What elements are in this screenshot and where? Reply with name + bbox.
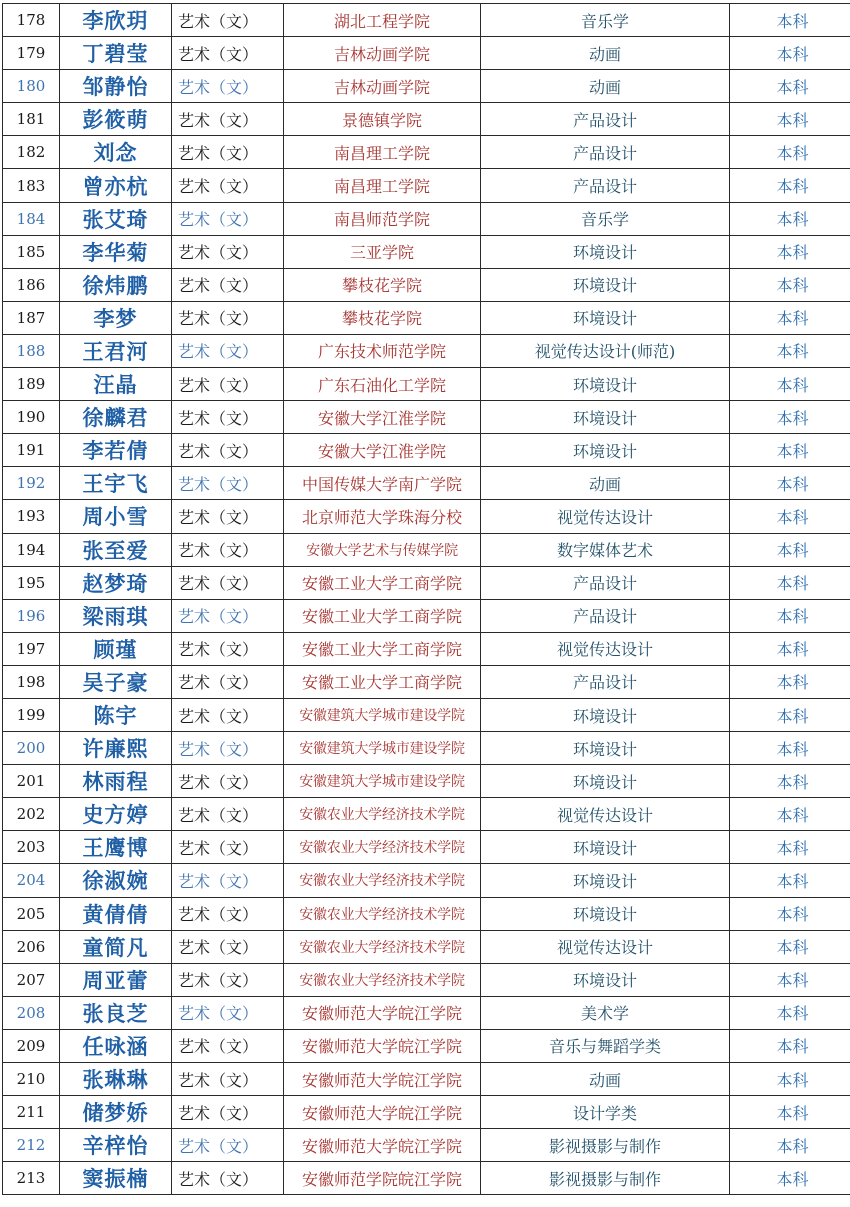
subject-category: 艺术（文）	[172, 1129, 284, 1162]
degree-level: 本科	[730, 37, 850, 70]
degree-level: 本科	[730, 136, 850, 169]
subject-category: 艺术（文）	[172, 632, 284, 665]
admitted-major: 视觉传达设计	[481, 930, 730, 963]
admitted-school: 安徽工业大学工商学院	[284, 665, 481, 698]
student-name: 吴子豪	[60, 665, 172, 698]
degree-level: 本科	[730, 235, 850, 268]
student-name: 赵梦琦	[60, 566, 172, 599]
admitted-school: 南昌师范学院	[284, 202, 481, 235]
admitted-school: 安徽农业大学经济技术学院	[284, 864, 481, 897]
table-row	[3, 765, 850, 798]
admitted-major: 动画	[481, 70, 730, 103]
table-row	[3, 963, 850, 996]
table-row	[3, 301, 850, 334]
subject-category: 艺术（文）	[172, 103, 284, 136]
table-row	[3, 136, 850, 169]
admitted-major: 数字媒体艺术	[481, 533, 730, 566]
subject-category: 艺术（文）	[172, 1162, 284, 1195]
degree-level: 本科	[730, 996, 850, 1029]
subject-category: 艺术（文）	[172, 930, 284, 963]
degree-level: 本科	[730, 301, 850, 334]
row-number: 178	[3, 4, 60, 37]
row-number: 181	[3, 103, 60, 136]
admitted-major: 环境设计	[481, 765, 730, 798]
table-row	[3, 268, 850, 301]
admitted-major: 视觉传达设计	[481, 798, 730, 831]
degree-level: 本科	[730, 963, 850, 996]
admitted-school: 北京师范大学珠海分校	[284, 500, 481, 533]
subject-category: 艺术（文）	[172, 434, 284, 467]
row-number: 193	[3, 500, 60, 533]
row-number: 186	[3, 268, 60, 301]
subject-category: 艺术（文）	[172, 136, 284, 169]
degree-level: 本科	[730, 434, 850, 467]
degree-level: 本科	[730, 467, 850, 500]
admitted-major: 动画	[481, 37, 730, 70]
admitted-school: 安徽师范大学皖江学院	[284, 1129, 481, 1162]
admitted-major: 环境设计	[481, 368, 730, 401]
row-number: 189	[3, 368, 60, 401]
student-name: 张琳琳	[60, 1063, 172, 1096]
admitted-school: 安徽师范大学皖江学院	[284, 996, 481, 1029]
student-name: 丁碧莹	[60, 37, 172, 70]
table-row	[3, 698, 850, 731]
student-name: 黄倩倩	[60, 897, 172, 930]
student-name: 童简凡	[60, 930, 172, 963]
row-number: 196	[3, 599, 60, 632]
table-row	[3, 434, 850, 467]
degree-level: 本科	[730, 897, 850, 930]
admitted-major: 视觉传达设计	[481, 500, 730, 533]
admitted-major: 环境设计	[481, 732, 730, 765]
table-row	[3, 401, 850, 434]
admitted-school: 广东技术师范学院	[284, 334, 481, 367]
subject-category: 艺术（文）	[172, 368, 284, 401]
student-name: 窦振楠	[60, 1162, 172, 1195]
degree-level: 本科	[730, 930, 850, 963]
student-name: 储梦娇	[60, 1096, 172, 1129]
subject-category: 艺术（文）	[172, 897, 284, 930]
row-number: 179	[3, 37, 60, 70]
table-row	[3, 632, 850, 665]
student-name: 邹静怡	[60, 70, 172, 103]
admitted-school: 安徽大学江淮学院	[284, 434, 481, 467]
table-row	[3, 368, 850, 401]
row-number: 207	[3, 963, 60, 996]
subject-category: 艺术（文）	[172, 864, 284, 897]
row-number: 209	[3, 1029, 60, 1062]
degree-level: 本科	[730, 103, 850, 136]
subject-category: 艺术（文）	[172, 963, 284, 996]
row-number: 212	[3, 1129, 60, 1162]
admitted-school: 安徽师范大学皖江学院	[284, 1096, 481, 1129]
admitted-school: 南昌理工学院	[284, 169, 481, 202]
admission-table	[2, 3, 850, 1195]
subject-category: 艺术（文）	[172, 70, 284, 103]
admitted-school: 安徽建筑大学城市建设学院	[284, 765, 481, 798]
student-name: 张至爱	[60, 533, 172, 566]
table-row	[3, 1096, 850, 1129]
admitted-major: 美术学	[481, 996, 730, 1029]
degree-level: 本科	[730, 765, 850, 798]
admitted-major: 环境设计	[481, 268, 730, 301]
subject-category: 艺术（文）	[172, 202, 284, 235]
row-number: 208	[3, 996, 60, 1029]
table-row	[3, 103, 850, 136]
admitted-major: 产品设计	[481, 136, 730, 169]
table-row	[3, 1129, 850, 1162]
student-name: 李梦	[60, 301, 172, 334]
admitted-major: 影视摄影与制作	[481, 1162, 730, 1195]
subject-category: 艺术（文）	[172, 401, 284, 434]
admitted-school: 安徽农业大学经济技术学院	[284, 963, 481, 996]
row-number: 198	[3, 665, 60, 698]
table-row	[3, 566, 850, 599]
admitted-major: 环境设计	[481, 401, 730, 434]
degree-level: 本科	[730, 831, 850, 864]
subject-category: 艺术（文）	[172, 235, 284, 268]
subject-category: 艺术（文）	[172, 665, 284, 698]
subject-category: 艺术（文）	[172, 566, 284, 599]
student-name: 徐淑婉	[60, 864, 172, 897]
admitted-school: 广东石油化工学院	[284, 368, 481, 401]
admitted-major: 环境设计	[481, 434, 730, 467]
subject-category: 艺术（文）	[172, 831, 284, 864]
admitted-major: 音乐学	[481, 202, 730, 235]
row-number: 199	[3, 698, 60, 731]
table-row	[3, 897, 850, 930]
admitted-school: 安徽工业大学工商学院	[284, 599, 481, 632]
subject-category: 艺术（文）	[172, 4, 284, 37]
student-name: 周亚蕾	[60, 963, 172, 996]
degree-level: 本科	[730, 698, 850, 731]
row-number: 201	[3, 765, 60, 798]
subject-category: 艺术（文）	[172, 599, 284, 632]
degree-level: 本科	[730, 1162, 850, 1195]
table-row	[3, 831, 850, 864]
admitted-major: 视觉传达设计(师范)	[481, 334, 730, 367]
row-number: 200	[3, 732, 60, 765]
student-name: 许廉熙	[60, 732, 172, 765]
admitted-school: 攀枝花学院	[284, 268, 481, 301]
table-row	[3, 533, 850, 566]
table-row	[3, 798, 850, 831]
student-name: 辛梓怡	[60, 1129, 172, 1162]
table-row	[3, 1162, 850, 1195]
degree-level: 本科	[730, 169, 850, 202]
admitted-major: 产品设计	[481, 599, 730, 632]
student-name: 王君河	[60, 334, 172, 367]
student-name: 王鹰博	[60, 831, 172, 864]
admitted-major: 影视摄影与制作	[481, 1129, 730, 1162]
student-name: 林雨程	[60, 765, 172, 798]
admitted-school: 安徽农业大学经济技术学院	[284, 897, 481, 930]
admitted-school: 湖北工程学院	[284, 4, 481, 37]
subject-category: 艺术（文）	[172, 1096, 284, 1129]
student-name: 梁雨琪	[60, 599, 172, 632]
degree-level: 本科	[730, 1129, 850, 1162]
table-row	[3, 70, 850, 103]
degree-level: 本科	[730, 1096, 850, 1129]
admitted-school: 中国传媒大学南广学院	[284, 467, 481, 500]
table-row	[3, 732, 850, 765]
subject-category: 艺术（文）	[172, 1029, 284, 1062]
row-number: 203	[3, 831, 60, 864]
subject-category: 艺术（文）	[172, 467, 284, 500]
degree-level: 本科	[730, 798, 850, 831]
row-number: 204	[3, 864, 60, 897]
row-number: 184	[3, 202, 60, 235]
table-row	[3, 1029, 850, 1062]
admitted-school: 南昌理工学院	[284, 136, 481, 169]
student-name: 汪晶	[60, 368, 172, 401]
degree-level: 本科	[730, 1029, 850, 1062]
subject-category: 艺术（文）	[172, 169, 284, 202]
student-name: 李欣玥	[60, 4, 172, 37]
subject-category: 艺术（文）	[172, 301, 284, 334]
student-name: 徐炜鹏	[60, 268, 172, 301]
admitted-major: 产品设计	[481, 665, 730, 698]
student-name: 王宇飞	[60, 467, 172, 500]
admitted-major: 产品设计	[481, 169, 730, 202]
degree-level: 本科	[730, 368, 850, 401]
row-number: 211	[3, 1096, 60, 1129]
admitted-school: 安徽师范学院皖江学院	[284, 1162, 481, 1195]
admitted-school: 景德镇学院	[284, 103, 481, 136]
table-row	[3, 169, 850, 202]
table-row	[3, 665, 850, 698]
table-row	[3, 334, 850, 367]
subject-category: 艺术（文）	[172, 698, 284, 731]
student-name: 李若倩	[60, 434, 172, 467]
degree-level: 本科	[730, 533, 850, 566]
row-number: 205	[3, 897, 60, 930]
admitted-school: 安徽工业大学工商学院	[284, 632, 481, 665]
admitted-major: 环境设计	[481, 698, 730, 731]
subject-category: 艺术（文）	[172, 334, 284, 367]
admitted-school: 安徽建筑大学城市建设学院	[284, 732, 481, 765]
table-row	[3, 37, 850, 70]
degree-level: 本科	[730, 632, 850, 665]
table-row	[3, 599, 850, 632]
admitted-major: 产品设计	[481, 566, 730, 599]
table-row	[3, 500, 850, 533]
row-number: 180	[3, 70, 60, 103]
student-name: 彭筱萌	[60, 103, 172, 136]
degree-level: 本科	[730, 864, 850, 897]
subject-category: 艺术（文）	[172, 1063, 284, 1096]
table-row	[3, 864, 850, 897]
student-name: 顾瑾	[60, 632, 172, 665]
admitted-major: 动画	[481, 1063, 730, 1096]
admitted-school: 吉林动画学院	[284, 70, 481, 103]
admitted-major: 动画	[481, 467, 730, 500]
admitted-school: 安徽大学江淮学院	[284, 401, 481, 434]
table-row	[3, 235, 850, 268]
admitted-major: 环境设计	[481, 963, 730, 996]
student-name: 张良芝	[60, 996, 172, 1029]
admitted-school: 安徽农业大学经济技术学院	[284, 930, 481, 963]
row-number: 188	[3, 334, 60, 367]
degree-level: 本科	[730, 401, 850, 434]
subject-category: 艺术（文）	[172, 765, 284, 798]
table-row	[3, 1063, 850, 1096]
row-number: 182	[3, 136, 60, 169]
row-number: 206	[3, 930, 60, 963]
subject-category: 艺术（文）	[172, 533, 284, 566]
row-number: 195	[3, 566, 60, 599]
subject-category: 艺术（文）	[172, 732, 284, 765]
admitted-school: 安徽工业大学工商学院	[284, 566, 481, 599]
admitted-major: 音乐学	[481, 4, 730, 37]
degree-level: 本科	[730, 4, 850, 37]
admitted-major: 产品设计	[481, 103, 730, 136]
admitted-major: 环境设计	[481, 301, 730, 334]
degree-level: 本科	[730, 732, 850, 765]
admission-table-body	[3, 4, 850, 1195]
admitted-school: 攀枝花学院	[284, 301, 481, 334]
degree-level: 本科	[730, 500, 850, 533]
table-row	[3, 467, 850, 500]
degree-level: 本科	[730, 70, 850, 103]
row-number: 197	[3, 632, 60, 665]
admitted-major: 环境设计	[481, 897, 730, 930]
degree-level: 本科	[730, 334, 850, 367]
subject-category: 艺术（文）	[172, 798, 284, 831]
degree-level: 本科	[730, 599, 850, 632]
row-number: 210	[3, 1063, 60, 1096]
admitted-major: 环境设计	[481, 831, 730, 864]
admitted-school: 安徽农业大学经济技术学院	[284, 831, 481, 864]
admitted-major: 音乐与舞蹈学类	[481, 1029, 730, 1062]
admitted-school: 安徽建筑大学城市建设学院	[284, 698, 481, 731]
student-name: 史方婷	[60, 798, 172, 831]
row-number: 192	[3, 467, 60, 500]
student-name: 徐麟君	[60, 401, 172, 434]
table-row	[3, 930, 850, 963]
admitted-school: 安徽师范大学皖江学院	[284, 1029, 481, 1062]
admitted-major: 环境设计	[481, 235, 730, 268]
admitted-school: 安徽大学艺术与传媒学院	[284, 533, 481, 566]
row-number: 213	[3, 1162, 60, 1195]
subject-category: 艺术（文）	[172, 996, 284, 1029]
student-name: 陈宇	[60, 698, 172, 731]
row-number: 194	[3, 533, 60, 566]
student-name: 曾亦杭	[60, 169, 172, 202]
row-number: 190	[3, 401, 60, 434]
admitted-school: 安徽农业大学经济技术学院	[284, 798, 481, 831]
student-name: 李华菊	[60, 235, 172, 268]
admitted-school: 三亚学院	[284, 235, 481, 268]
row-number: 191	[3, 434, 60, 467]
degree-level: 本科	[730, 665, 850, 698]
subject-category: 艺术（文）	[172, 268, 284, 301]
admitted-school: 吉林动画学院	[284, 37, 481, 70]
student-name: 周小雪	[60, 500, 172, 533]
row-number: 183	[3, 169, 60, 202]
student-name: 刘念	[60, 136, 172, 169]
admitted-major: 视觉传达设计	[481, 632, 730, 665]
table-row	[3, 4, 850, 37]
degree-level: 本科	[730, 202, 850, 235]
subject-category: 艺术（文）	[172, 37, 284, 70]
table-row	[3, 996, 850, 1029]
student-name: 任咏涵	[60, 1029, 172, 1062]
subject-category: 艺术（文）	[172, 500, 284, 533]
table-row	[3, 202, 850, 235]
row-number: 187	[3, 301, 60, 334]
student-name: 张艾琦	[60, 202, 172, 235]
admitted-major: 环境设计	[481, 864, 730, 897]
degree-level: 本科	[730, 566, 850, 599]
row-number: 202	[3, 798, 60, 831]
admitted-major: 设计学类	[481, 1096, 730, 1129]
admitted-school: 安徽师范大学皖江学院	[284, 1063, 481, 1096]
degree-level: 本科	[730, 268, 850, 301]
degree-level: 本科	[730, 1063, 850, 1096]
row-number: 185	[3, 235, 60, 268]
